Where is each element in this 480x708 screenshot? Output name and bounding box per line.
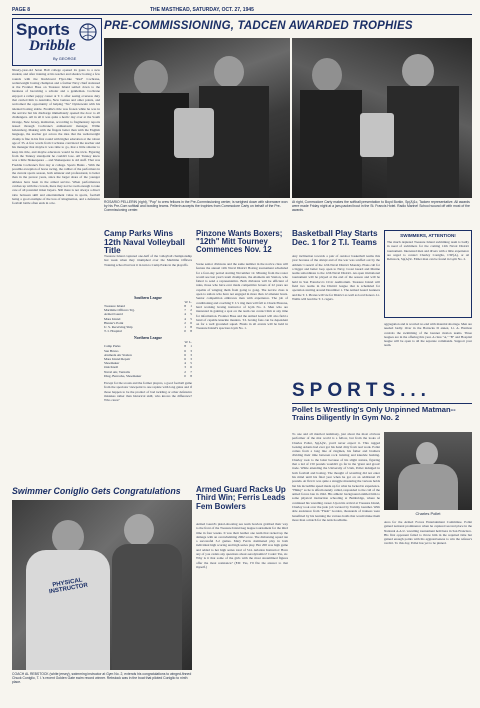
pinzone-headline: Pinzone Wants Boxers; "12th" Mitt Tourney Commences Nov. 12 xyxy=(196,229,283,255)
team-name: Mare Island xyxy=(104,316,121,321)
northern-wl-header: W. L. xyxy=(184,340,192,345)
photo-pellerin-trophies xyxy=(104,38,290,198)
wins: 4 xyxy=(184,316,186,321)
losses: 2 xyxy=(190,308,192,313)
losses: 5 xyxy=(190,361,192,366)
pollet-article: To one and all married testimony, just about the most obvious performer of the mat world is a fellow, but from the looks of Charles Pollet, Sp(A)3c, you'd never expect it. This rugged looking Adonis had ever got his hand dirty from real work. Pollet comes from a long line of ringmen, his father and brothers dividing their time between rock twisting and knuckle bashing. Charley took to the latter because of his slight stature, figuring that a lad of 150 pounds wouldn't go far in the 'grunt and groan' trade. While attending the University of Utah, Pollet indulged in both football and boxing. The thought of wrestling did not enter his mind until his final year when he got on an additional 25 pounds. At first it was quite a struggle mastering the various holds but his incredible speed made up for what he lacked in experience. "Hinky" as he is affectionately called, responded to the call of the armed forces late in 1942. His athletic background entitled him to some physical instruction schooling at Bainbridge, where he continued his wrestling career. Upon his arrival at Treasure Island, Charley took over the judo job vacated by Tommy Gunther. With able assistance from "Flash" Gordon, thousands of trainees were benefitted by his learning the various holds that would make them more than a match for the Axis hoodlums. xyxy=(292,432,380,522)
losses: 7 xyxy=(190,369,192,374)
team-name: Oak Knoll xyxy=(104,365,119,370)
pollet-headline: Pollet Is Wrestling's Only Unpinned Matman--Trains Diligently In Gym No. 2 xyxy=(292,405,456,422)
team-name: U. S. Receiving Ship xyxy=(104,325,133,330)
caption-right-photo: At right, Commodore Carty makes the softball presentation to Boyd Borkin, Sp(A)1c, Tadcen representative. All awards were made Friday night at a jam-packed bout in the St. Francis Hotel. Radio Marine! School wound off with most of the awards. xyxy=(292,200,470,213)
caption-left-photo: ROSARIO PELLERIN (right), "Pop" to crew fellows in the Pre-Commissioning center, is weighed down with silverware won by his Pre-Com softball and bowling teams. Pellerin accepts the trophies from Commodore Carty on behalf of the Pre-Commissioning center. xyxy=(104,200,288,213)
losses: 1 xyxy=(190,304,192,308)
basketball-headline: Basketball Play Starts Dec. 1 for 2 T.I. Teams xyxy=(292,229,378,247)
wins: 0 xyxy=(184,329,186,334)
losses: 6 xyxy=(190,320,192,325)
photo-softball-presentation xyxy=(292,38,472,198)
team-name: Shoemaker xyxy=(104,361,120,366)
team-name: Treasure Island xyxy=(104,304,125,308)
northern-league-title: Northern League xyxy=(134,336,162,341)
wins: 6 xyxy=(184,348,186,353)
photo-rebstock-coniglio xyxy=(12,500,192,670)
volleyball-article xyxy=(104,254,192,474)
coniglio-headline: Swimmer Coniglio Gets Congratulations xyxy=(12,486,181,496)
swimmers-continued: aggregation and is worried no end with material shortage. Men are needed badly. Over in the Barracks D annex, Lt. A. Harmon controls the swimming of the Gunner motion teams. Three leagues are in the offering this year. A class "A," "B" and Hospital league will be open to all the separate commands. Support your team. xyxy=(384,322,472,348)
wins: 6 xyxy=(184,352,186,357)
wins: 4 xyxy=(184,312,186,317)
team-name: Naval Air, Vernalis xyxy=(104,369,130,374)
logo-sports: Sports xyxy=(16,20,70,39)
southern-wl-header: W. L. xyxy=(184,300,192,304)
wins: 8 xyxy=(184,304,186,308)
pinzone-article: Scene senior divisions and the same number in the novice class will feature the annual 12th Naval District Boxing tournament scheduled for a four-day period starting November 12. Missing from the roster would see last year's team champions, the Alameda Air Station, who failed to send a representative. Both divisions will be efficient of rules, those who have ever made competitive boxers of 22 years are capable of winging them from going to gong. The novice class is open to sailors who have not engaged in more than 12 amateur bouts. Senior competition embraces men with experience. The job of conditioning and coaching T. I.'s ring men will fall to Chuck Pinzone, hard working boxing instructor of Gym No. 2. Men who are interested in gaining a spot on the team can contact him at any time for information. Frontier Base and the Armed Guard will also field a band of capable knuckle maulers. T.I. boxing fans can be dependent on for a well grounded squad. Finals in all events will be held in Treasure Island's spacious Gym No. 1. xyxy=(196,262,288,331)
sports-banner: SPORTS... xyxy=(292,380,431,401)
standings-row xyxy=(104,329,192,333)
volleyball-headline: Camp Parks Wins 12th Naval Volleyball Title xyxy=(104,229,185,256)
wins: 7 xyxy=(184,308,186,313)
volleyball-lead: Treasure Island captured one-half of the volleyball championship last week when they triumphed over the Maritime Officers Training school but lost it in turn to Camp Parks in the playoffs. xyxy=(104,254,192,267)
page-number: PAGE 8 xyxy=(12,7,30,13)
standings-row xyxy=(104,374,192,378)
losses: 3 xyxy=(190,352,192,357)
masthead-rule xyxy=(12,14,472,15)
armed-guard-article: Armed Guard's pistol-shooting sea team bowlers grabbed their way to the front of the Treasure Island keg league tournament for the third time in four weeks. It was their leather one team that racked up the damage with an overwhelming 2962 score. The disbursing squad ran a successful 3-2 games. Mary Ferris dominated play in both individual high scoring and high series play. Her 200 was high game and added to her high series total of 514. Aviation Instructor: Have any of you cadets any questions about aerodynamics? Cadet: Yes, sir. Why is it that some of the girls with the most streamlined figures offer the most resistance? (ED: Yes, I'll file the answer to that myself.) xyxy=(196,522,288,569)
logo-dribble: Dribble xyxy=(29,38,76,54)
team-name: Maritime Officers Trg. xyxy=(104,308,135,313)
wins: 4 xyxy=(184,361,186,366)
team-name: Hunter's Point xyxy=(104,320,124,325)
losses: 1 xyxy=(190,344,192,349)
losses: 3 xyxy=(190,357,192,362)
wins: 6 xyxy=(184,357,186,362)
northern-standings xyxy=(104,344,192,378)
losses: 6 xyxy=(190,365,192,370)
losses: 8 xyxy=(190,329,192,334)
coniglio-caption: COACH AL REBSTOCK (white jersey), swimming instructor at Gym No. 2, extends his congratulations to winged-finned Chuck Coniglio, T. I.'s recent Golden Gate swim record winner. Rebstock was in the boat that piloted Coniglio to ninth place. xyxy=(12,672,192,685)
pollet-article-continued: Area for the Armed Forces Entertainment Committee. Pollet gained national prominence when he captured second place in the National A.A.U. wrestling tournament held here in San Francisco. His first opponent failed to throw him in the required time but gained enough points with his aggressiveness to win the referee's verdict. To this day, Pollet has yet to be pinned. xyxy=(384,520,472,546)
swimmers-text: The much depleted Treasure Island swimming team is badly in need of swimmers for the coming 12th Naval District tournament. Interested men and divers with a little experience are urged to contact Charley Coniglio, CSP(A), or Al Rebstock, Sp(A)3c. Either man can be found in Gym No. 2. xyxy=(387,240,469,262)
pollet-photo-caption: Charles Pollet xyxy=(415,512,441,516)
sports-banner-rule xyxy=(292,403,472,404)
wins: 3 xyxy=(184,365,186,370)
basketball-article: Any inclination towards a pair of outdoor basketball teams this year because of the abrupt end of the war was scuffed out by the Athletic Council of the 12th Naval District Monday. Plans call for a bigger and better loop open to Navy, Coast Guard and Marine teams subordinate to the 12th Naval District. An open invitational tournament will be played at the end of the season and will be held in San Francisco's Civic Auditorium. Treasure Island will field two teams in the District league that is scheduled for operation starting around December 1. The Armed Guard Gunners and the T. I. Pirates will vie for District as well as local honors. Lt. Wallis will lead the T. I. cagers. xyxy=(292,254,380,301)
losses: 8 xyxy=(190,373,192,378)
losses: 5 xyxy=(190,316,192,321)
losses: 8 xyxy=(190,325,192,330)
jersey-lettering: PHYSICAL INSTRUCTOR xyxy=(48,577,89,596)
wins: 2 xyxy=(184,369,186,374)
paper-dateline: THE MASTHEAD, SATURDAY, OCT. 27, 1945 xyxy=(150,7,254,13)
logo-byline: By GEORGE xyxy=(53,56,77,61)
wins: 1 xyxy=(184,325,186,330)
sports-dribble-logo xyxy=(12,18,102,66)
swimmers-headline: SWIMMERS, ATTENTION! xyxy=(400,233,456,238)
southern-league-title: Southern League xyxy=(134,296,162,300)
wins: 0 xyxy=(184,373,186,378)
swimmers-attention-box xyxy=(384,230,472,318)
losses: 5 xyxy=(190,312,192,317)
volleyball-closing: Except for the scouts and the former players, a good football game from the spectator viewpoint is one replete with long gains and if those happen to be the product of bad tackling or other defensive mistakes rather than historical skill, who knows the difference? Who cares? xyxy=(104,381,192,403)
team-name: San Bruno xyxy=(104,348,119,353)
wins: 2 xyxy=(184,320,186,325)
team-name: T. I. Hospital xyxy=(104,329,122,334)
column-sports-dribble-text: Ninety-year-old Seton Hall college opened its gates to a new student, and after training at his teacher and shadow boxing a few rounds with the blackboard Flyer-like "Red" Cochrane, welterweight boxing champion and a former Navy chief stationed at the Frontier Base on Treasure Island settled down to the business of becoming a scholar and a gentleman. Cochrane enjoyed a rather peppy career at T. I. after seeing overseas duty that carried him to Australia, New Guinea and other points, and welcomed the opportunity of helping "Sis" Dynkowski with his talented boxing stable. Freddie's title was frozen while he was in the service but his discharge immediately opened the door to all challengers. All in all it was quite a hectic day over at the South Orange, New Jersey, institution, according to fragmentary reports issued through Cochrane's enthusiastic manager, Willie Gilzenberg. Making with the fingers better than with the English language, the teacher got across the idea that the welterweight champ is fine in his first round with higher education at the robust age of 35. A few words from Cochrane convinced the teacher and his manager that maybe it was time to go, that a little smarter to keep his title, and maybe educators would be the trick. Figuring from the Tunney standpoint he couldn't lose. All Tunney knew was a little Shakespeare ... and Shakespeare is old stuff. That was Freddie Cochrane's first day at college. Sports Bunts - With the possible exception of horse racing, the caliber of the performers in the current sports season, both amateur and professional, is better than in the prewar years, since the larger share of the younger athletes have been in the armed service. When performances catches up with the crowds, there may not be room enough to take care of all potential ticket buyers. Still there is not always a direct ratio between skill and entertainment value in sports, football being a good example of the loss of imagination, and a defensive football battle often ends in a tie. xyxy=(12,68,100,206)
team-name: Alameda Air Station xyxy=(104,352,132,357)
southern-standings xyxy=(104,304,192,333)
basketball-icon xyxy=(79,23,97,41)
team-name: Armed Guard xyxy=(104,312,123,317)
team-name: Diag. Barracks, Shoemaker xyxy=(104,373,142,378)
team-name: Camp Parks xyxy=(104,344,121,349)
team-name: Mare Island Repair xyxy=(104,357,131,362)
wins: 8 xyxy=(184,344,186,349)
armed-guard-headline: Armed Guard Racks Up Third Win; Ferris Leads Fem Bowlers xyxy=(196,485,286,511)
losses: 3 xyxy=(190,348,192,353)
main-banner: PRE-COMMISSIONING, TADCEN AWARDED TROPHIES xyxy=(104,20,413,32)
photo-charles-pollet xyxy=(384,432,472,510)
